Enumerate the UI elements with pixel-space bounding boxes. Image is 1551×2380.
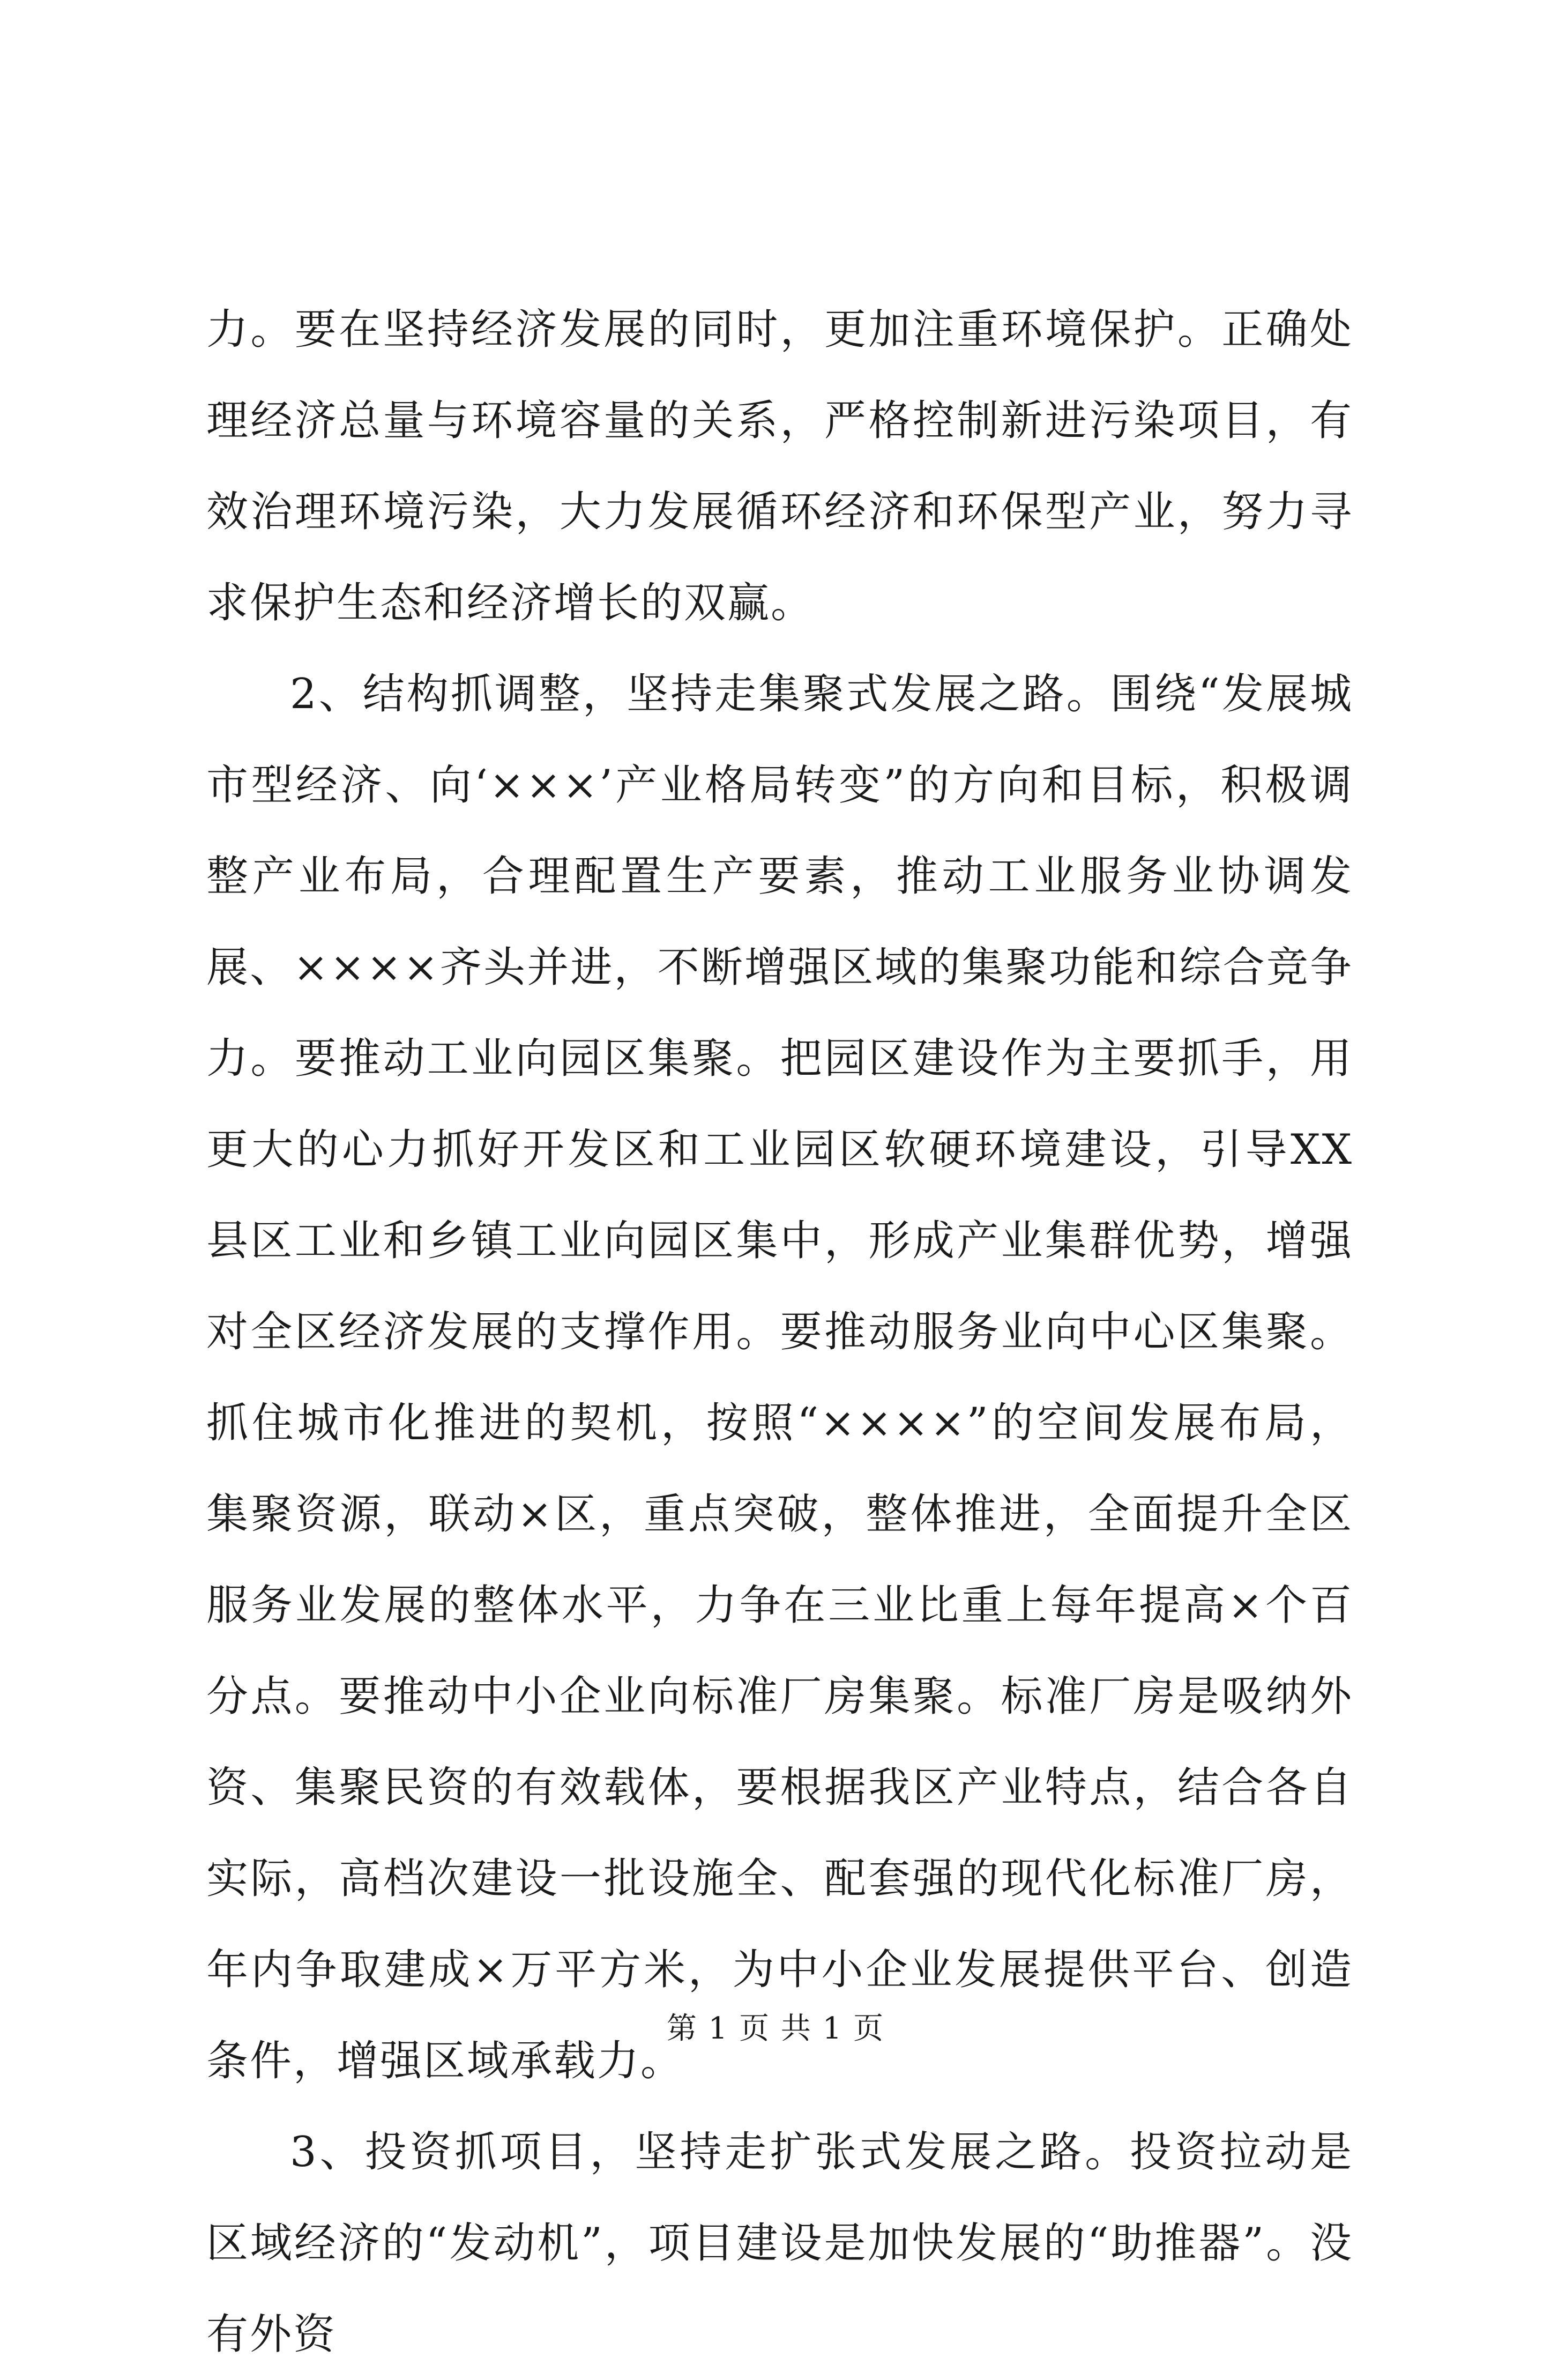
paragraph-continuation: 力。要在坚持经济发展的同时，更加注重环境保护。正确处理经济总量与环境容量的关系，严格控制新进污染项目，有效治理环境污染，大力发展循环经济和环保型产业，努力寻求保护生态和经济增长的双赢。 bbox=[206, 306, 1353, 627]
page-footer: 第 1 页 共 1 页 bbox=[666, 2011, 885, 2046]
paragraph-structure-adjustment: 2、结构抓调整，坚持走集聚式发展之路。围绕“发展城市型经济、向‘×××’产业格局转变”的方向和目标，积极调整产业布局，合理配置生产要素，推动工业服务业协调发展、××××齐头并进，不断增强区域的集聚功能和综合竞争力。要推动工业向园区集聚。把园区建设作为主要抓手，用更大的心力抓好开发区和工业园区软硬环境建设，引导XX县区工业和乡镇工业向园区集中，形成产业集群优势，增强对全区经济发展的支撑作用。要推动服务业向中心区集聚。抓住城市化推进的契机，按照“××××”的空间发展布局，集聚资源，联动×区，重点突破，整体推进，全面提升全区服务业发展的整体水平，力争在三业比重上每年提高×个百分点。要推动中小企业向标准厂房集聚。标准厂房是吸纳外资、集聚民资的有效载体，要根据我区产业特点，结合各自实际，高档次建设一批设施全、配套强的现代化标准厂房，年内争取建成×万平方米，为中小企业发展提供平台、创造条件，增强区域承载力。 bbox=[206, 670, 1353, 2085]
document-body bbox=[206, 284, 1353, 2380]
paragraph-investment-projects: 3、投资抓项目，坚持走扩张式发展之路。投资拉动是区域经济的“发动机”，项目建设是加快发展的“助推器”。没有外资 bbox=[206, 2128, 1353, 2359]
